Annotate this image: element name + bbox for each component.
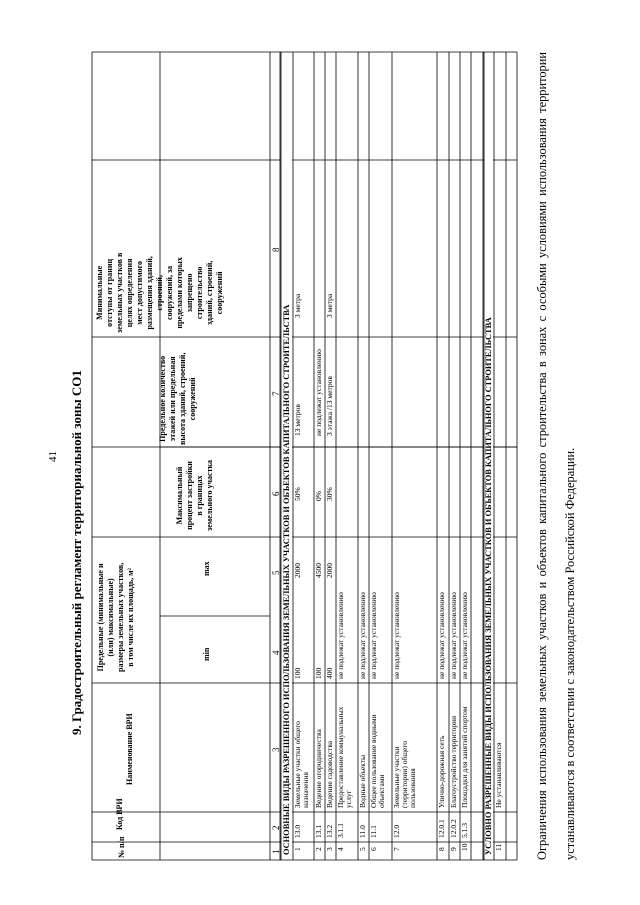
header-sizes: Предельные (минимальные и (или) максимальные) размеры земельных участков, в том числе их площадь, м² <box>96 562 135 672</box>
table-row-main-no: 10 <box>460 843 469 851</box>
table-row-main-name: Общее пользование водными <box>369 714 378 808</box>
table-row-main-min: 100 <box>314 667 323 679</box>
header-name: Наименование ВРИ <box>125 713 134 785</box>
table-row-main-setback: 3 метра <box>325 293 334 318</box>
table-row-main-code: 5.1.3 <box>460 823 469 838</box>
colnum-1: 1 <box>271 849 281 854</box>
header-max: max <box>202 561 211 576</box>
header-floors: Предельное количество этажей или предельная высота зданий, строений, сооружений <box>158 352 197 445</box>
footer-paragraph: Ограничения использования земельных участков и объектов капитального строительства в зонах с особыми условиями использования территории устанавливаются в соответствии с законодательством Российской Федерации. <box>535 52 577 860</box>
colnum-4: 4 <box>271 650 281 655</box>
table-row-main-no: 1 <box>293 847 302 851</box>
header-min: min <box>202 647 211 661</box>
table-row-main-code: 11.1 <box>369 825 378 838</box>
table-row-main-no: 9 <box>449 847 458 851</box>
table-row-main-min: 400 <box>325 667 334 679</box>
table-row-main-code: 12.0.1 <box>437 819 446 838</box>
table-row-main-name: услуг <box>344 790 353 808</box>
table-row-main-code: 13.1 <box>314 824 323 838</box>
table-row-main-floors: не подлежат установлению <box>314 349 323 436</box>
table-row-main-min: 100 <box>293 667 302 679</box>
table-row-main-min: не подлежат установлению <box>449 592 458 679</box>
table-row-main-percent: 50% <box>293 487 302 501</box>
table-row-main-name: пользования <box>408 768 417 808</box>
table-row-main-code: 13.0 <box>293 824 302 838</box>
table-row-main-name: назначения <box>301 772 310 808</box>
table-row-main-max: 4500 <box>314 563 323 578</box>
colnum-7: 7 <box>271 391 281 396</box>
table-row-main-percent: 30% <box>325 487 334 501</box>
table-row-main-min: не подлежат установлению <box>369 592 378 679</box>
table-row-main-code: 11.0 <box>358 825 367 838</box>
colnum-8: 8 <box>271 247 281 252</box>
table-row-main-no: 8 <box>437 847 446 851</box>
colnum-6: 6 <box>271 491 281 496</box>
table-row-main-min: не подлежат установлению <box>392 592 401 679</box>
header-no: № п/п <box>117 836 126 858</box>
section-main-title: ОСНОВНЫЕ ВИДЫ РАЗРЕШЕННОГО ИСПОЛЬЗОВАНИЯ ЗЕМЕЛЬНЫХ УЧАСТКОВ И ОБЪЕКТОВ КАПИТАЛЬНОГО СТРОИТЕЛЬСТВА <box>282 304 291 855</box>
header-percent: Максимальный процент застройки в границах земельного участка <box>175 459 214 531</box>
table-row-main-name: Улично-дорожная сеть <box>437 735 446 808</box>
table-row-main-name: Благоустройство территории <box>449 715 458 808</box>
table-row-main-name: Ведение садоводства <box>325 740 334 808</box>
colnum-3: 3 <box>271 747 281 752</box>
table-row-main-setback: 3 метра <box>293 293 302 318</box>
table-row-main-min: не подлежат установлению <box>358 592 367 679</box>
table-row-main-name: Земельные участки <box>392 746 401 808</box>
section-conditional-title: УСЛОВНО РАЗРЕШЕННЫЕ ВИДЫ ИСПОЛЬЗОВАНИЯ ЗЕМЕЛЬНЫХ УЧАСТКОВ И ОБЪЕКТОВ КАПИТАЛЬНОГО СТРОИТЕЛЬСТВА <box>484 317 493 855</box>
table-row-main-no: 6 <box>369 847 378 851</box>
table-row-main-no: 2 <box>314 847 323 851</box>
page-title: 9. Градостроительный регламент территориальной зоны СО1 <box>69 370 84 735</box>
table-row-main-no: 3 <box>325 847 334 851</box>
table-row-main-code: 3.1.1 <box>336 823 345 838</box>
table-row-conditional-name: Не устанавливаются <box>494 742 503 808</box>
header-code: Код ВРИ <box>115 798 124 830</box>
colnum-2: 2 <box>271 825 281 830</box>
header-setbacks: Минимальные отступы от границ земельных участков в целях определения мест допустимого размещения зданий, строений, сооружений, за пределами которых запрещено строительство зданий, строений, сооружений <box>95 252 224 333</box>
colnum-5: 5 <box>271 570 281 575</box>
table-row-conditional-no: 11 <box>494 843 503 851</box>
table-row-main-max: 2000 <box>325 563 334 578</box>
table-row-main-name: Водные объекты <box>358 754 367 808</box>
page-number: 41 <box>47 451 59 462</box>
table-row-main-code: 12.0.2 <box>449 819 458 838</box>
table-row-main-no: 4 <box>336 847 345 851</box>
table-row-main-name: Предоставление коммунальных <box>336 706 345 808</box>
table-row-main-min: не подлежат установлению <box>437 592 446 679</box>
table-row-main-percent: 0% <box>314 491 323 501</box>
table-row-main-no: 5 <box>358 847 367 851</box>
table-row-main-code: 12.0 <box>392 824 401 838</box>
table-row-main-name: (территории) общего <box>400 740 409 808</box>
table-row-main-name: объектами <box>377 774 386 808</box>
table-row-main-name: Площадки для занятий спортом <box>460 706 469 808</box>
table-row-main-min: не подлежат установлению <box>460 592 469 679</box>
table-row-main-name: Ведение огородничества <box>314 729 323 808</box>
table-row-main-floors: 3 этажа /13 метров <box>325 376 334 436</box>
table-row-main-max: 2000 <box>293 563 302 578</box>
table-row-main-min: не подлежат установлению <box>336 592 345 679</box>
table-row-main-name: Земельные участки общего <box>293 721 302 808</box>
table-row-main-floors: 13 метров <box>293 404 302 436</box>
table-row-main-code: 13.2 <box>325 824 334 838</box>
table-row-main-no: 7 <box>392 847 401 851</box>
